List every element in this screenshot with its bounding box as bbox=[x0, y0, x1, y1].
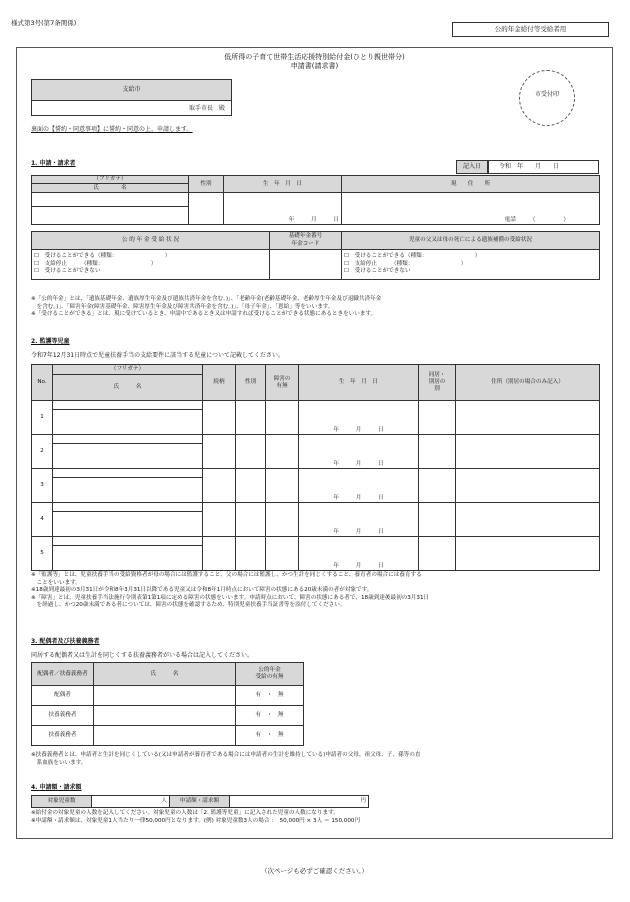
child-cohab-field[interactable] bbox=[419, 435, 456, 469]
address-field[interactable]: 電話 （ ） bbox=[342, 193, 600, 225]
child-dob-field[interactable]: 年 月 日 bbox=[299, 537, 419, 571]
furigana-header: （フリガナ） bbox=[32, 176, 189, 184]
dependent-name-field[interactable] bbox=[94, 706, 236, 726]
child-dob-field[interactable]: 年 月 日 bbox=[299, 401, 419, 435]
entry-date-label: 記入日 bbox=[456, 160, 488, 174]
intro-text: 裏面の【誓約・同意事項】に誓約・同意の上、申請します。 bbox=[31, 126, 193, 133]
dependent-name-field[interactable] bbox=[94, 686, 236, 706]
child-address-field[interactable] bbox=[456, 537, 600, 571]
child-disability-field[interactable] bbox=[266, 469, 299, 503]
dependent-pension-yesno[interactable]: 有 ・ 無 bbox=[236, 706, 304, 726]
dependents-table bbox=[31, 662, 304, 746]
name-field[interactable] bbox=[32, 207, 189, 225]
name-header: 氏 名 bbox=[32, 184, 189, 193]
pension-table bbox=[31, 231, 600, 280]
section3-heading: 3. 配偶者及び扶養義務者 bbox=[31, 638, 100, 645]
child-disability-field[interactable] bbox=[266, 435, 299, 469]
children-count-label: 対象児童数 bbox=[32, 796, 92, 808]
child-sex-field[interactable] bbox=[236, 503, 266, 537]
amount-label: 申請額・請求額 bbox=[170, 796, 230, 808]
dependent-type: 扶養義務者 bbox=[32, 726, 94, 746]
form-number: 様式第3号(第7条関係) bbox=[11, 19, 77, 27]
survivor-option-suspended[interactable]: ☐ 支給停止 （種類： ） bbox=[344, 260, 467, 267]
child-name-field[interactable] bbox=[53, 410, 203, 435]
child-disability-field[interactable] bbox=[266, 401, 299, 435]
dependent-pension-yesno[interactable]: 有 ・ 無 bbox=[236, 686, 304, 706]
child-address-header: 住所（別居の場合のみ記入） bbox=[456, 365, 600, 401]
applicant-table bbox=[31, 175, 600, 225]
child-disability-field[interactable] bbox=[266, 503, 299, 537]
dependent-type: 扶養義務者 bbox=[32, 706, 94, 726]
dependent-name-header: 氏 名 bbox=[94, 663, 236, 686]
child-furigana-field[interactable] bbox=[53, 503, 203, 512]
section2-heading: 2. 監護等児童 bbox=[31, 338, 70, 345]
section1-notes: ※「公的年金」とは、「遺族基礎年金、遺族厚生年金及び遺族共済年金を含む。)」、「老齢年金(老齢基礎年金、老齢厚生年金及び退職共済年金 を含む。)」、「障害年金(障害基礎年金、障害厚生年金及び障害共済年金を含む。)」、「母子年金」、「恩給」等をいいます。 ※「受けることができる」とは、現に受けているとき、申請中であるとき又は申請すれば受けることができる状態にあるときをいいます。 bbox=[31, 296, 382, 318]
child-row bbox=[32, 469, 600, 478]
city-label: 支給市 bbox=[32, 80, 231, 101]
child-sex-field[interactable] bbox=[236, 537, 266, 571]
child-no-header: No. bbox=[32, 365, 53, 401]
child-relation-field[interactable] bbox=[203, 537, 236, 571]
section1-heading: 1. 申請・請求者 bbox=[31, 160, 76, 167]
dependent-row bbox=[32, 726, 304, 746]
sex-field[interactable] bbox=[189, 193, 224, 225]
children-table bbox=[31, 364, 600, 571]
child-name-header: 氏 名 bbox=[53, 375, 203, 401]
pension-code-header: 基礎年金番号 年金コード bbox=[270, 232, 342, 250]
child-row-no: 1 bbox=[32, 401, 53, 435]
section2-lead: 令和7年12月31日時点で児童扶養手当の支給要件に該当する児童について記載してください。 bbox=[31, 352, 284, 359]
child-furigana-header: （フリガナ） bbox=[53, 365, 203, 375]
section3-lead: 同居する配偶者又は生計を同じくする扶養義務者がいる場合は記入してください。 bbox=[31, 652, 254, 659]
child-disability-field[interactable] bbox=[266, 537, 299, 571]
dependent-type: 配偶者 bbox=[32, 686, 94, 706]
form-subtitle: 申請書(請求書) bbox=[290, 62, 339, 70]
sex-header: 性別 bbox=[189, 176, 224, 193]
entry-date-field[interactable]: 令和 年 月 日 bbox=[488, 160, 599, 174]
dependent-type-header: 配偶者／扶養義務者 bbox=[32, 663, 94, 686]
furigana-field[interactable] bbox=[32, 193, 189, 207]
children-count-field[interactable]: 人 bbox=[92, 796, 170, 808]
child-relation-field[interactable] bbox=[203, 503, 236, 537]
child-cohab-field[interactable] bbox=[419, 503, 456, 537]
dob-header: 生 年 月 日 bbox=[224, 176, 342, 193]
child-sex-field[interactable] bbox=[236, 435, 266, 469]
pension-option-receiving[interactable]: ☐ 受けることができる（種類： ） bbox=[34, 252, 171, 259]
child-name-field[interactable] bbox=[53, 444, 203, 469]
child-row bbox=[32, 435, 600, 444]
recipient-type-tag: 公的年金給付等受給者用 bbox=[452, 22, 609, 37]
child-sex-field[interactable] bbox=[236, 469, 266, 503]
footer-note: （次ページも必ずご確認ください。） bbox=[260, 867, 369, 875]
child-furigana-field[interactable] bbox=[53, 435, 203, 444]
child-row-no: 5 bbox=[32, 537, 53, 571]
child-row bbox=[32, 503, 600, 512]
child-relation-field[interactable] bbox=[203, 435, 236, 469]
child-cohab-field[interactable] bbox=[419, 401, 456, 435]
section2-notes: ※「監護等」とは、児童扶養手当の受給資格者が母の場合には監護すること、父の場合には監護し、かつ生計を同じくすること、養育者の場合には養育する ことをいいます。 ※18歳到達最初の3月31日が令和8年3月31日以降である児童又は令和8年1月時点において障害の状態にある20歳未満の者が対象です。 ※「障害」とは、児童扶養手当法施行令別表第1第1項に定める障害の状態をいいます。申請時点において、障害の状態にある者で、18歳到達後最初の3月31日 を経過し、かつ20歳未満である者については、障害の状態を確認するため、特別児童扶養手当証書等を添付してください。 bbox=[31, 572, 430, 609]
child-dob-header: 生 年 月 日 bbox=[299, 365, 419, 401]
pension-options bbox=[32, 250, 270, 280]
child-address-field[interactable] bbox=[456, 435, 600, 469]
form-title: 低所得の子育て世帯生活応援特別給付金(ひとり親世帯分) bbox=[224, 53, 405, 61]
survivor-options bbox=[342, 250, 600, 280]
dependent-row bbox=[32, 706, 304, 726]
dependent-name-field[interactable] bbox=[94, 726, 236, 746]
pension-option-none[interactable]: ☐ 受けることができない bbox=[34, 268, 101, 275]
child-relation-field[interactable] bbox=[203, 401, 236, 435]
mayor-label: 取手市長 殿 bbox=[188, 105, 225, 112]
dependent-pension-yesno[interactable]: 有 ・ 無 bbox=[236, 726, 304, 746]
child-dob-field[interactable]: 年 月 日 bbox=[299, 469, 419, 503]
address-header: 現 住 所 bbox=[342, 176, 600, 193]
addressee-box bbox=[31, 79, 232, 116]
dob-field[interactable]: 年 月 日 bbox=[224, 193, 342, 225]
section4-heading: 4. 申請額・請求額 bbox=[31, 784, 82, 791]
child-row bbox=[32, 537, 600, 546]
child-row bbox=[32, 401, 600, 410]
child-address-field[interactable] bbox=[456, 503, 600, 537]
child-sex-field[interactable] bbox=[236, 401, 266, 435]
child-address-field[interactable] bbox=[456, 401, 600, 435]
amount-table bbox=[31, 795, 369, 808]
child-sex-header: 性別 bbox=[236, 365, 266, 401]
child-address-field[interactable] bbox=[456, 469, 600, 503]
child-furigana-field[interactable] bbox=[53, 537, 203, 546]
section3-notes: ※扶養義務者とは、申請者と生計を同じくしている(又は申請者が養育者である場合には申請者の生計を維持している)申請者の父母、祖父母、子、孫等の直 系血族をいいます。 bbox=[31, 752, 421, 766]
child-furigana-field[interactable] bbox=[53, 469, 203, 478]
child-furigana-field[interactable] bbox=[53, 401, 203, 410]
section4-notes: ※給付金の対象児童の人数を記入してください。対象児童の人数は「2. 監護等児童」に記入された児童の人数になります。 ※申請額・請求額は、対象児童1人当たり一律50,000円となります。(例) 対象児童数3人の場合 ： 50,000円 × 3人 ＝ 150,000円 bbox=[31, 810, 361, 824]
child-relation-field[interactable] bbox=[203, 469, 236, 503]
child-cohab-header: 同居・ 別居の 別 bbox=[419, 365, 456, 401]
child-cohab-field[interactable] bbox=[419, 537, 456, 571]
child-cohab-field[interactable] bbox=[419, 469, 456, 503]
survivor-option-receiving[interactable]: ☐ 受けることができる（種類： ） bbox=[344, 252, 481, 259]
child-relation-header: 続柄 bbox=[203, 365, 236, 401]
survivor-option-none[interactable]: ☐ 受けることができない bbox=[344, 268, 411, 275]
dependent-row bbox=[32, 686, 304, 706]
child-name-field[interactable] bbox=[53, 478, 203, 503]
pension-option-suspended[interactable]: ☐ 支給停止 （種類： ） bbox=[34, 260, 157, 267]
child-disability-header: 障害の 有無 bbox=[266, 365, 299, 401]
child-name-field[interactable] bbox=[53, 546, 203, 571]
child-dob-field[interactable]: 年 月 日 bbox=[299, 503, 419, 537]
dependent-pension-header: 公的年金 受給の有無 bbox=[236, 663, 304, 686]
receipt-stamp: 市受付印 bbox=[519, 70, 575, 126]
child-name-field[interactable] bbox=[53, 512, 203, 537]
child-row-no: 3 bbox=[32, 469, 53, 503]
pension-code-field[interactable] bbox=[270, 250, 342, 280]
amount-field[interactable]: 円 bbox=[230, 796, 369, 808]
child-row-no: 4 bbox=[32, 503, 53, 537]
pension-status-header: 公 的 年 金 受 給 状 況 bbox=[32, 232, 270, 250]
survivor-status-header: 児童の父又は母の死亡による遺族補償の受給状況 bbox=[342, 232, 600, 250]
child-dob-field[interactable]: 年 月 日 bbox=[299, 435, 419, 469]
child-row-no: 2 bbox=[32, 435, 53, 469]
